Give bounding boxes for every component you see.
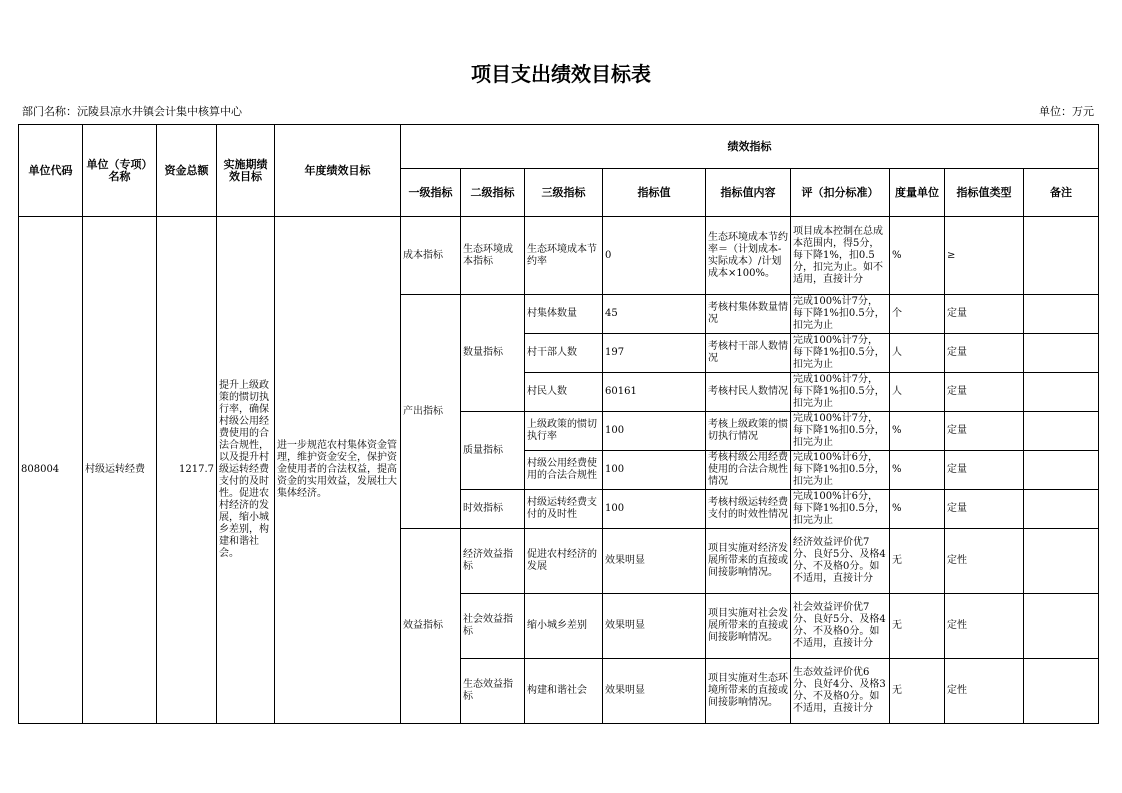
value-type-cell: 定量 [945,490,1024,529]
table-row [19,217,1099,295]
scoring-cell: 完成100%计6分，每下降1%扣0.5分，扣完为止 [791,490,890,529]
level3-cell: 村级运转经费支付的及时性 [525,490,603,529]
value-content-cell: 考核村民人数情况 [706,373,791,412]
value-cell: 197 [603,334,706,373]
header-unit-code: 单位代码 [19,125,83,217]
value-content-cell: 考核上级政策的惯切执行情况 [706,412,791,451]
level2-cell: 数量指标 [461,295,525,412]
scoring-cell: 社会效益评价优7分、良好5分、及格4分、不及格0分。如不适用，直接计分 [791,594,890,659]
header-level1: 一级指标 [401,169,461,217]
period-goal-cell: 提升上级政策的惯切执行率，确保村级公用经费使用的合法合规性，以及提升村级运转经费支付的及时性。促进农村经济的发展，缩小城乡差别，构建和谐社会。 [217,217,275,724]
value-content-cell: 项目实施对经济发展所带来的直接或间接影响情况。 [706,529,791,594]
measure-unit-cell: 无 [890,529,945,594]
scoring-cell: 完成100%计7分，每下降1%扣0.5分，扣完为止 [791,295,890,334]
level2-cell: 经济效益指标 [461,529,525,594]
level2-cell: 社会效益指标 [461,594,525,659]
value-content-cell: 考核村级公用经费使用的合法合规性情况 [706,451,791,490]
value-cell: 效果明显 [603,659,706,724]
value-type-cell: 定性 [945,594,1024,659]
remark-cell [1024,451,1099,490]
value-cell: 0 [603,217,706,295]
remark-cell [1024,217,1099,295]
total-funds-cell: 1217.7 [157,217,217,724]
remark-cell [1024,412,1099,451]
performance-target-table [18,124,1099,724]
header-level3: 三级指标 [525,169,603,217]
level3-cell: 构建和谐社会 [525,659,603,724]
scoring-cell: 完成100%计7分，每下降1%扣0.5分，扣完为止 [791,334,890,373]
header-annual-goal: 年度绩效目标 [275,125,401,217]
header-value: 指标值 [603,169,706,217]
level3-cell: 促进农村经济的发展 [525,529,603,594]
remark-cell [1024,529,1099,594]
value-type-cell: 定量 [945,412,1024,451]
measure-unit-cell: % [890,412,945,451]
value-cell: 效果明显 [603,529,706,594]
level3-cell: 村级公用经费使用的合法合规性 [525,451,603,490]
level1-cell: 效益指标 [401,529,461,724]
value-type-cell: 定性 [945,659,1024,724]
currency-unit: 单位：万元 [1039,105,1094,118]
value-content-cell: 项目实施对生态环境所带来的直接或间接影响情况。 [706,659,791,724]
page-title: 项目支出绩效目标表 [471,62,651,86]
header-measure-unit: 度量单位 [890,169,945,217]
annual-goal-cell: 进一步规范农村集体资金管理，维护资金安全，保护资金使用者的合法权益，提高资金的实用效益，发展壮大集体经济。 [275,217,401,724]
department-name: 部门名称：沅陵县凉水井镇会计集中核算中心 [22,105,242,118]
remark-cell [1024,373,1099,412]
level3-cell: 上级政策的惯切执行率 [525,412,603,451]
unit-code-cell: 808004 [19,217,83,724]
scoring-cell: 经济效益评价优7分、良好5分、及格4分、不及格0分。如不适用，直接计分 [791,529,890,594]
header-performance-indicators: 绩效指标 [401,125,1099,169]
header-level2: 二级指标 [461,169,525,217]
header-scoring: 评（扣分标准） [791,169,890,217]
value-content-cell: 生态环境成本节约率＝（计划成本-实际成本）/计划成本×100%。 [706,217,791,295]
unit-name-cell: 村级运转经费 [83,217,157,724]
measure-unit-cell: 个 [890,295,945,334]
value-cell: 100 [603,490,706,529]
header-total-funds: 资金总额 [157,125,217,217]
measure-unit-cell: 人 [890,373,945,412]
scoring-cell: 项目成本控制在总成本范围内，得5分，每下降1%，扣0.5分，扣完为止。如不适用，直接计分 [791,217,890,295]
value-cell: 100 [603,451,706,490]
scoring-cell: 完成100%计7分，每下降1%扣0.5分，扣完为止 [791,373,890,412]
value-type-cell: 定量 [945,334,1024,373]
value-cell: 100 [603,412,706,451]
remark-cell [1024,594,1099,659]
remark-cell [1024,334,1099,373]
header-value-content: 指标值内容 [706,169,791,217]
level1-cell: 成本指标 [401,217,461,295]
level2-cell: 生态环境成本指标 [461,217,525,295]
scoring-cell: 生态效益评价优6分、良好4分、及格3分、不及格0分。如不适用，直接计分 [791,659,890,724]
value-type-cell: 定量 [945,373,1024,412]
header-period-goal: 实施期绩效目标 [217,125,275,217]
level2-cell: 时效指标 [461,490,525,529]
value-content-cell: 考核村集体数量情况 [706,295,791,334]
level3-cell: 缩小城乡差别 [525,594,603,659]
header-unit-name: 单位（专项）名称 [83,125,157,217]
remark-cell [1024,659,1099,724]
value-type-cell: 定性 [945,529,1024,594]
header-value-type: 指标值类型 [945,169,1024,217]
value-cell: 60161 [603,373,706,412]
measure-unit-cell: 无 [890,594,945,659]
value-type-cell: ≥ [945,217,1024,295]
level1-cell: 产出指标 [401,295,461,529]
measure-unit-cell: 无 [890,659,945,724]
value-content-cell: 考核村干部人数情况 [706,334,791,373]
measure-unit-cell: 人 [890,334,945,373]
level3-cell: 村干部人数 [525,334,603,373]
value-content-cell: 考核村级运转经费支付的时效性情况 [706,490,791,529]
value-type-cell: 定量 [945,451,1024,490]
value-cell: 效果明显 [603,594,706,659]
level2-cell: 生态效益指标 [461,659,525,724]
scoring-cell: 完成100%计6分，每下降1%扣0.5分，扣完为止 [791,451,890,490]
value-content-cell: 项目实施对社会发展所带来的直接或间接影响情况。 [706,594,791,659]
value-cell: 45 [603,295,706,334]
scoring-cell: 完成100%计7分，每下降1%扣0.5分，扣完为止 [791,412,890,451]
level3-cell: 生态环境成本节约率 [525,217,603,295]
level3-cell: 村民人数 [525,373,603,412]
level3-cell: 村集体数量 [525,295,603,334]
level2-cell: 质量指标 [461,412,525,490]
header-remark: 备注 [1024,169,1099,217]
remark-cell [1024,295,1099,334]
measure-unit-cell: % [890,490,945,529]
measure-unit-cell: % [890,217,945,295]
value-type-cell: 定量 [945,295,1024,334]
remark-cell [1024,490,1099,529]
measure-unit-cell: % [890,451,945,490]
